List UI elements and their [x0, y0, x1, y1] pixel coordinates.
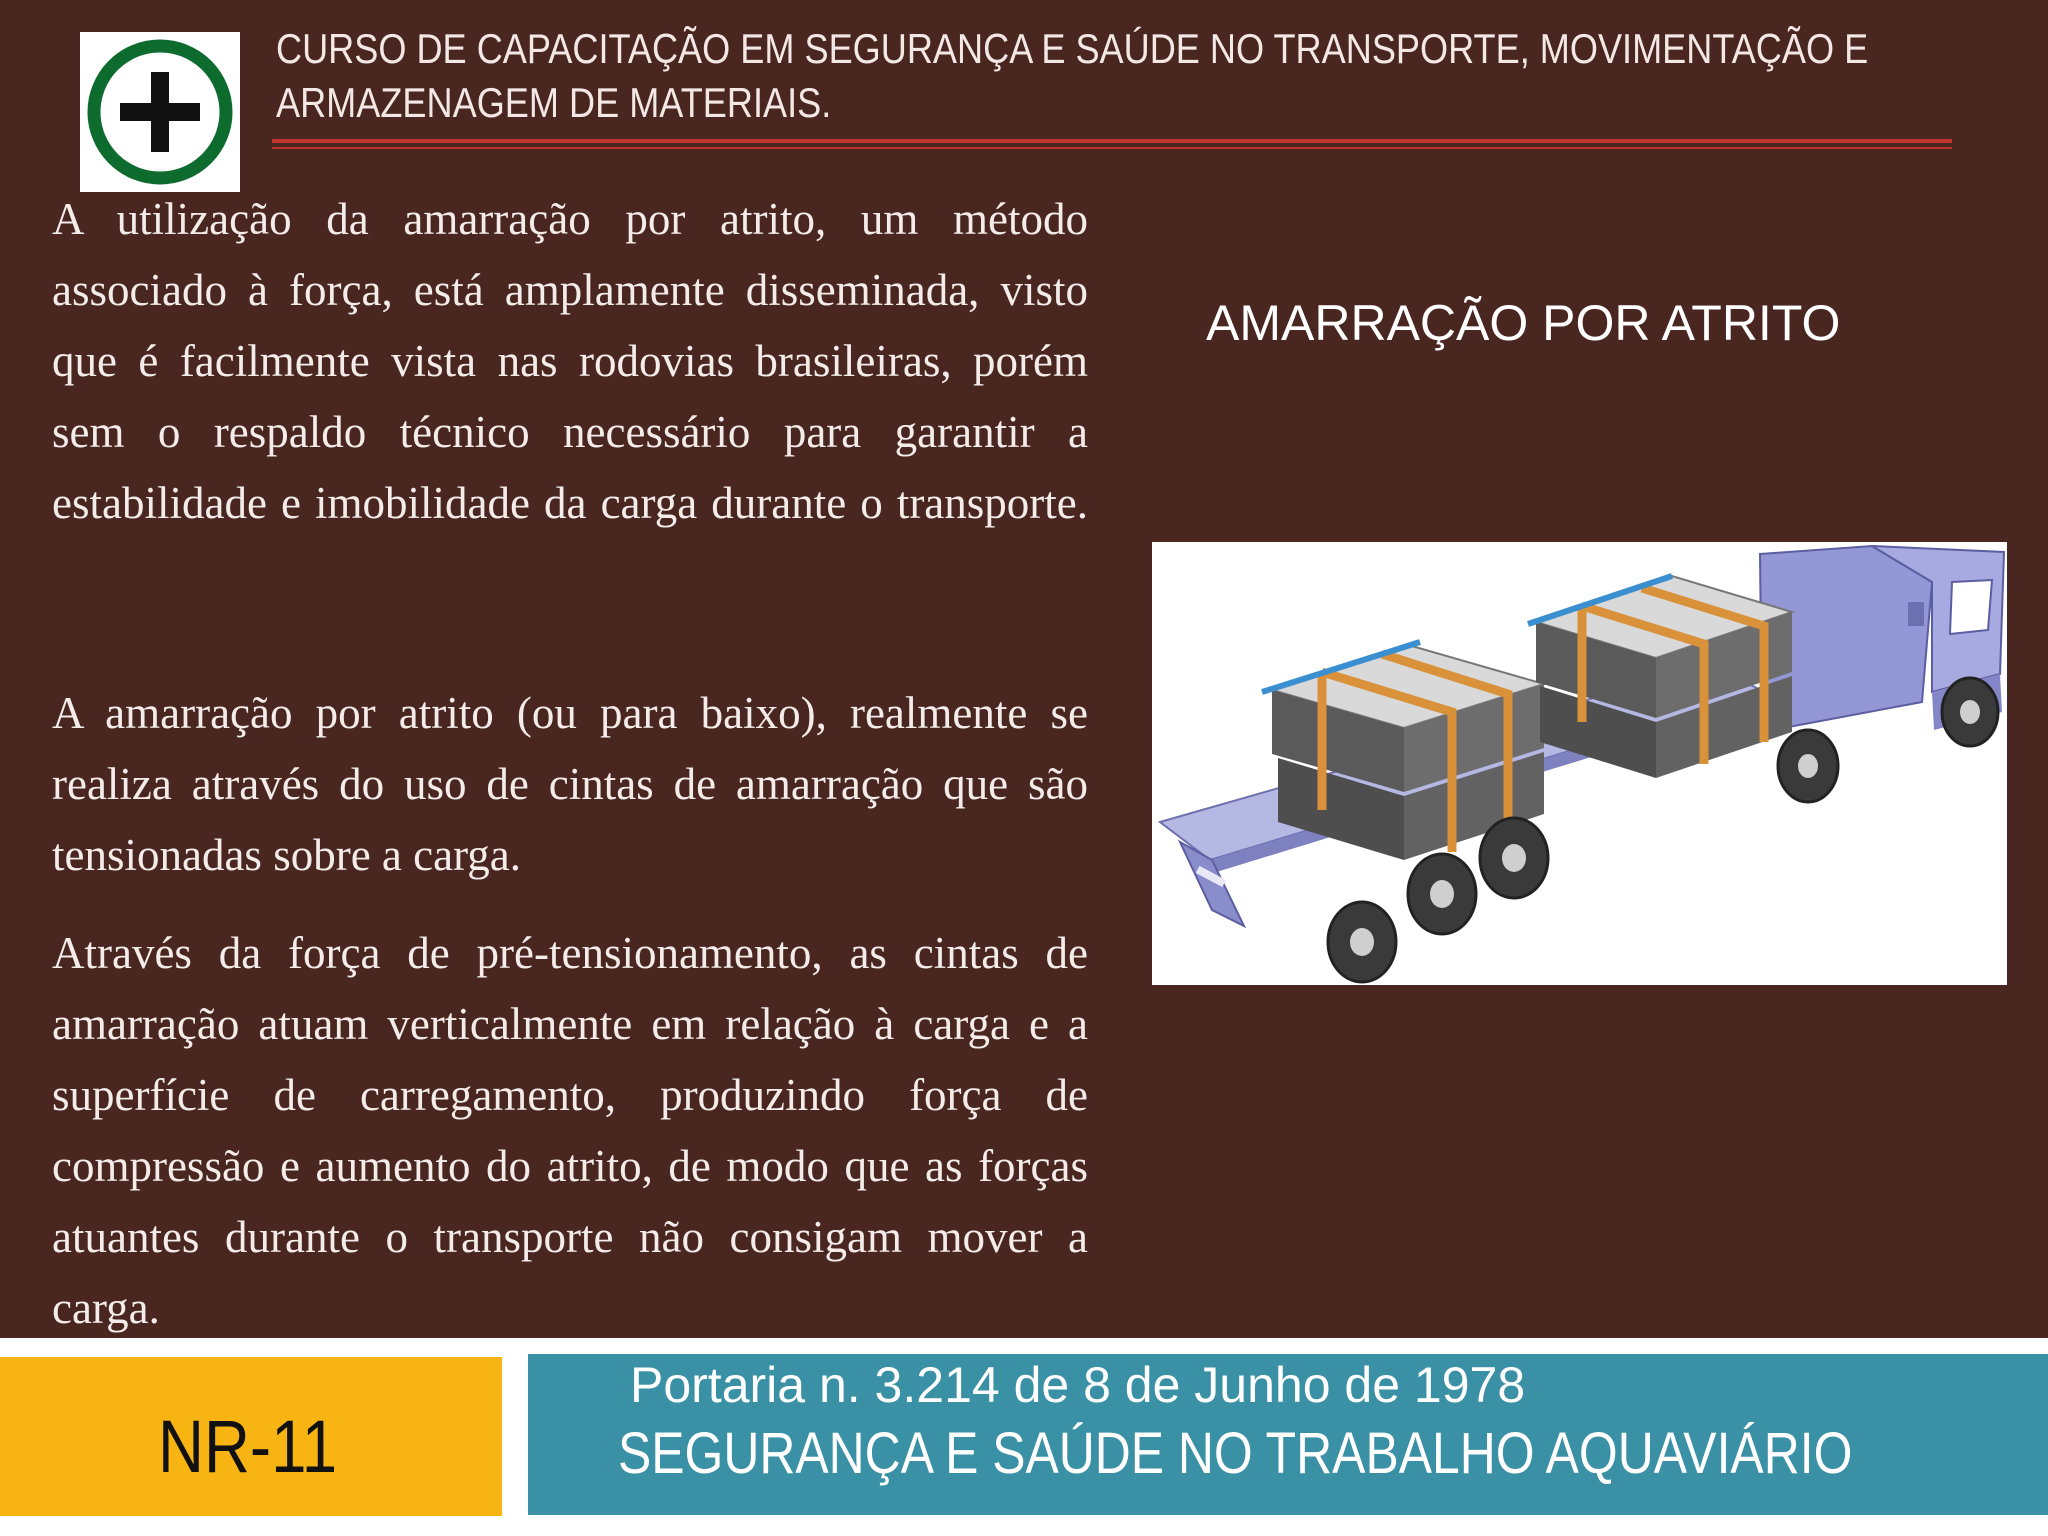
- figure-title: AMARRAÇÃO POR ATRITO: [1206, 295, 1841, 351]
- nr-label: NR-11: [158, 1405, 338, 1488]
- green-plus-circle-icon: [80, 32, 240, 192]
- course-title-line1: CURSO DE CAPACITAÇÃO EM SEGURANÇA E SAÚDE NO TRANSPORTE, MOVIMENTAÇÃO E: [276, 25, 1869, 72]
- course-title-line2: ARMAZENAGEM DE MATERIAIS.: [276, 79, 832, 126]
- flatbed-truck-illustration: [1152, 542, 2007, 985]
- portaria-text: Portaria n. 3.214 de 8 de Junho de 1978: [630, 1357, 1526, 1413]
- footer-title: SEGURANÇA E SAÚDE NO TRABALHO AQUAVIÁRIO: [618, 1421, 1853, 1486]
- header-divider: [272, 139, 1952, 143]
- course-title: [276, 22, 1869, 130]
- paragraph-2: A amarração por atrito (ou para baixo), realmente se realiza através do uso de cintas de amarração que são tensionadas sobre a carga.: [52, 688, 1088, 880]
- paragraph-3: Através da força de pré-tensionamento, as cintas de amarração atuam verticalmente em relação à carga e a superfície de carregamento, produzindo força de compressão e aumento do atrito, de modo que as forças atuantes durante o transporte não consigam mover a carga.: [52, 928, 1088, 1333]
- logo: [80, 32, 240, 192]
- truck-image: [1152, 542, 2007, 985]
- header-divider-thin: [272, 147, 1952, 149]
- paragraph-1: A utilização da amarração por atrito, um método associado à força, está amplamente disseminada, visto que é facilmente vista nas rodovias brasileiras, porém sem o respaldo técnico necessário para garantir a estabilidade e imobilidade da carga durante o transporte.: [52, 194, 1088, 528]
